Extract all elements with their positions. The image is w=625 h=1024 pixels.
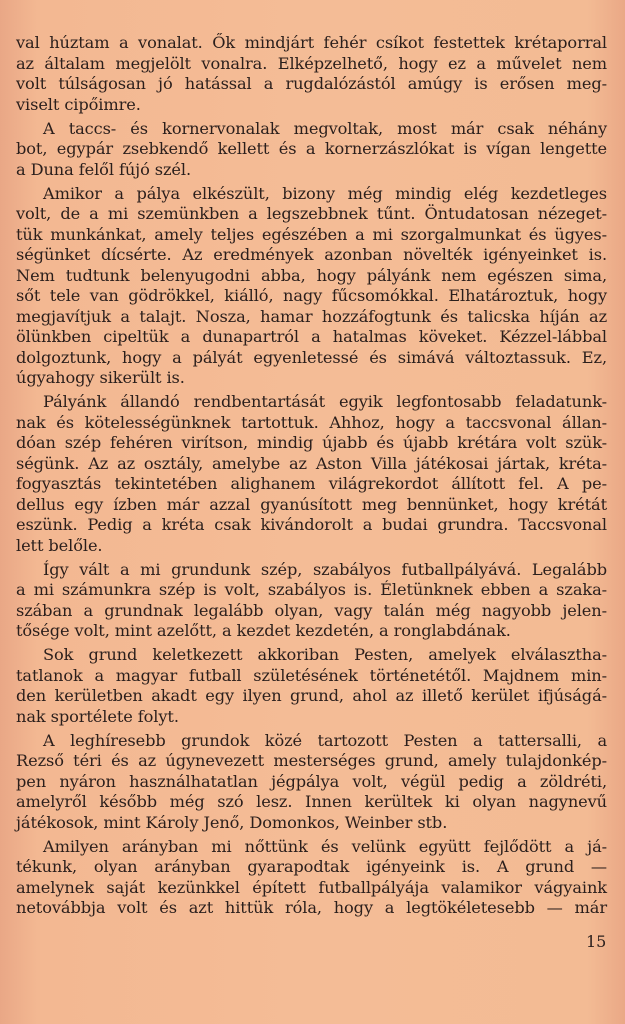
text-line: dolgoztunk, hogy a pályát egyenletessé és simává változtassuk. Ez, xyxy=(16,347,607,367)
text-line: amelynek saját kezünkkel épített futballpályája valamikor vágyaink xyxy=(16,877,607,897)
text-line: játékosok, mint Károly Jenő, Domonkos, Weinber stb. xyxy=(16,812,448,832)
text-line: lett belőle. xyxy=(16,535,103,555)
text-line: Pályánk állandó rendbentartását egyik legfontosabb feladatunk- xyxy=(43,392,607,411)
text-line: volt túlságosan jó hatással a rugdalózástól amúgy is erősen meg- xyxy=(16,74,607,93)
text-line: A leghíresebb grundok közé tartozott Pesten a tattersalli, a xyxy=(43,730,607,750)
text-line: a mi számunkra szép is volt, szabályos is. Életünknek ebben a szaka- xyxy=(16,580,607,599)
text-line: volt, de a mi szemünkben a legszebbnek tűnt. Öntudatosan nézeget- xyxy=(16,204,607,223)
page-number: 15 xyxy=(586,932,607,951)
text-line: ölünkben cipeltük a dunapartról a hatalmas köveket. Kézzel-lábbal xyxy=(16,327,607,346)
text-line: nak és kötelességünknek tartottuk. Ahhoz, hogy a taccsvonal állan- xyxy=(16,412,607,432)
text-line: tatlanok a magyar futball születésének történetétől. Majdnem min- xyxy=(16,665,607,685)
text-line: netovábbja volt és azt hittük róla, hogy a legtökéletesebb — már xyxy=(16,898,607,917)
text-line: Amilyen arányban mi nőttünk és velünk együtt fejlődött a já- xyxy=(43,836,607,856)
text-line: eszünk. Pedig a kréta csak kivándorolt a budai grundra. Taccsvonal xyxy=(16,515,607,534)
text-line: megjavítjuk a talajt. Nosza, hamar hozzáfogtunk és talicska híján az xyxy=(16,306,607,326)
text-line: den kerületben akadt egy ilyen grund, ahol az illető kerület ifjúságá- xyxy=(16,686,607,705)
text-line: pen nyáron használhatatlan jégpálya volt, végül pedig a zöldréti, xyxy=(16,771,607,791)
text-line: Nem tudtunk belenyugodni abba, hogy pályánk nem egészen sima, xyxy=(16,265,607,285)
text-line: nak sportélete folyt. xyxy=(16,706,179,726)
text-line: az általam megjelölt vonalra. Elképzelhető, hogy ez a művelet nem xyxy=(16,53,607,73)
text-line: fogyasztás tekintetében alighanem világrekordot állított fel. A pe- xyxy=(16,474,607,493)
text-line: Sok grund keletkezett akkoriban Pesten, amelyek elválasztha- xyxy=(43,645,607,664)
text-line: viselt cipőimre. xyxy=(16,94,141,114)
text-line: val húztam a vonalat. Ők mindjárt fehér csíkot festettek krétaporral xyxy=(16,33,607,52)
text-line: Így vált a mi grundunk szép, szabályos futballpályává. Legalább xyxy=(43,559,607,579)
text-line: Amikor a pálya elkészült, bizony még mindig elég kezdetleges xyxy=(43,183,607,203)
text-line: dóan szép fehéren virítson, mindig újabb és újabb krétára volt szük- xyxy=(16,433,607,452)
text-line: Rezső téri és az úgynevezett mesterséges grund, amely tulajdonkép- xyxy=(16,751,607,770)
text-line: tük munkánkat, amely teljes egészében a mi szorgalmunkat és ügyes- xyxy=(16,224,607,244)
text-line: dellus egy ízben már azzal gyanúsított meg bennünket, hogy krétát xyxy=(16,494,607,514)
text-line: ségünket dícsérte. Az eredmények azonban növelték igényeinket is. xyxy=(16,245,607,264)
text-line: ségünk. Az az osztály, amelybe az Aston Villa játékosai jártak, kréta- xyxy=(16,453,607,473)
text-line: tékunk, olyan arányban gyarapodtak igényeink is. A grund — xyxy=(16,857,607,876)
text-line: sőt tele van gödrökkel, kiálló, nagy fűcsomókkal. Elhatároztuk, hogy xyxy=(16,286,607,305)
text-line: a Duna felől fújó szél. xyxy=(16,159,192,179)
text-line: amelyről később még szó lesz. Innen kerültek ki olyan nagynevű xyxy=(16,792,607,811)
text-line: szában a grundnak legalább olyan, vagy talán még nagyobb jelen- xyxy=(16,600,607,620)
text-line: bot, egypár zsebkendő kellett és a kornerzászlókat is vígan lengette xyxy=(16,139,607,158)
text-line: tősége volt, mint azelőtt, a kezdet kezdetén, a ronglabdának. xyxy=(16,621,511,640)
text-line: úgyahogy sikerült is. xyxy=(16,368,185,387)
text-line: A taccs- és kornervonalak megvoltak, most már csak néhány xyxy=(43,118,607,138)
